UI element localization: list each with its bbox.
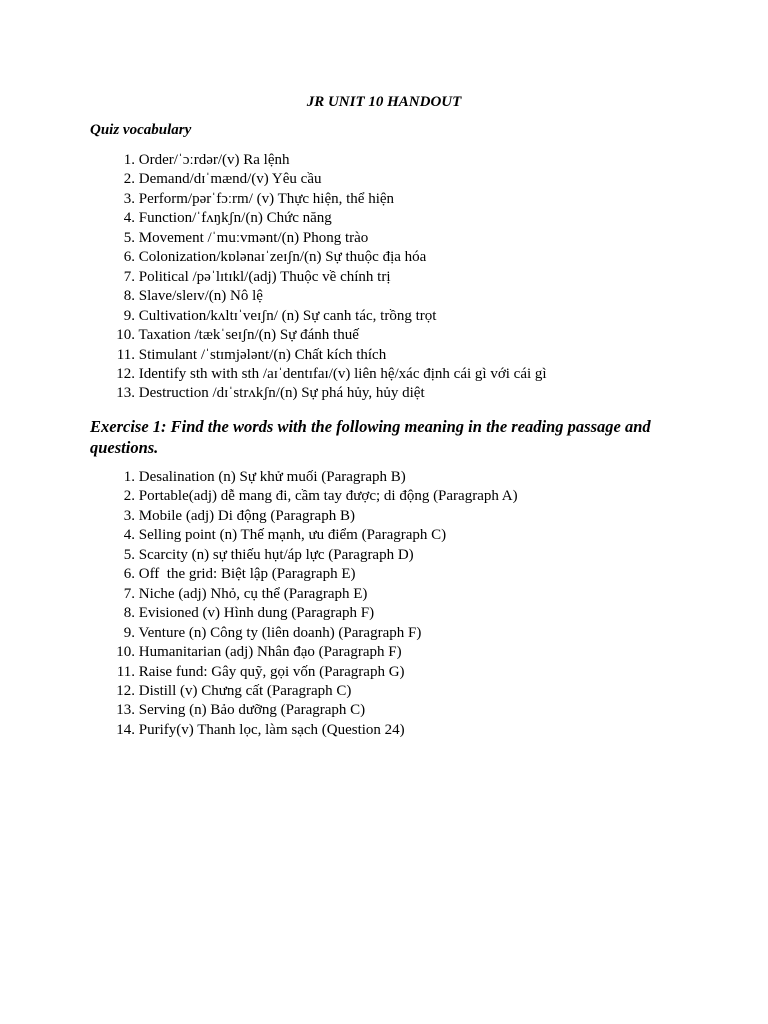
- list-item: [90, 487, 518, 506]
- item-number: 13.: [116, 702, 135, 719]
- item-number: 2.: [123, 488, 135, 505]
- item-number: 6.: [123, 249, 135, 266]
- item-number: 6.: [123, 566, 135, 583]
- item-text: Off the grid: Biệt lập (Paragraph E): [138, 566, 356, 583]
- item-number: 5.: [123, 229, 135, 246]
- list-item: [90, 346, 547, 365]
- list-item: [90, 663, 518, 682]
- list-item: [90, 287, 547, 306]
- list-item: [90, 682, 518, 701]
- list-item: [90, 604, 518, 623]
- item-text: Humanitarian (adj) Nhân đạo (Paragraph F): [138, 644, 402, 661]
- item-number: 10.: [116, 644, 135, 661]
- item-text: Movement /ˈmuːvmənt/(n) Phong trào: [138, 229, 369, 246]
- item-text: Slave/sleɪv/(n) Nô lệ: [138, 288, 263, 305]
- item-number: 1.: [123, 152, 135, 168]
- item-number: 11.: [116, 346, 135, 363]
- list-item: [90, 151, 547, 170]
- item-number: 8.: [123, 288, 135, 305]
- item-text: Evisioned (v) Hình dung (Paragraph F): [138, 605, 375, 622]
- item-text: Political /pəˈlɪtɪkl/(adj) Thuộc về chính trị: [138, 268, 391, 285]
- item-number: 14.: [116, 721, 135, 738]
- item-text: Mobile (adj) Di động (Paragraph B): [138, 507, 355, 524]
- list-item: [90, 507, 518, 526]
- item-number: 4.: [123, 210, 135, 227]
- exercise-list: [90, 468, 518, 740]
- item-text: Identify sth with sth /aɪˈdentɪfaɪ/(v) liên hệ/xác định cái gì với cái gì: [138, 365, 547, 382]
- list-item: [90, 546, 518, 565]
- list-item: [90, 190, 547, 209]
- section-heading-quiz-vocabulary: Quiz vocabulary: [90, 122, 192, 138]
- item-text: Order/ˈɔːrdər/(v) Ra lệnh: [138, 152, 290, 168]
- item-number: 4.: [123, 527, 135, 544]
- list-item: [90, 468, 518, 487]
- item-text: Purify(v) Thanh lọc, làm sạch (Question 24): [138, 721, 405, 738]
- list-item: [90, 643, 518, 662]
- item-text: Colonization/kɒlənaɪˈzeɪʃn/(n) Sự thuộc địa hóa: [138, 249, 427, 266]
- list-item: [90, 209, 547, 228]
- list-item: [90, 326, 547, 345]
- item-text: Venture (n) Công ty (liên doanh) (Paragraph F): [138, 624, 422, 641]
- item-number: 7.: [123, 268, 135, 285]
- list-item: [90, 307, 547, 326]
- item-number: 5.: [123, 546, 135, 563]
- item-text: Selling point (n) Thế mạnh, ưu điểm (Paragraph C): [138, 527, 447, 544]
- vocabulary-list: [90, 151, 547, 404]
- item-number: 10.: [116, 327, 135, 344]
- list-item: [90, 585, 518, 604]
- item-number: 3.: [123, 507, 135, 524]
- list-item: [90, 248, 547, 267]
- list-item: [90, 701, 518, 720]
- item-number: 7.: [123, 585, 135, 602]
- item-text: Perform/pərˈfɔːrm/ (v) Thực hiện, thể hiện: [138, 190, 395, 207]
- item-number: 12.: [116, 365, 135, 382]
- list-item: [90, 365, 547, 384]
- list-item: [90, 624, 518, 643]
- item-text: Desalination (n) Sự khử muối (Paragraph B): [138, 469, 406, 485]
- item-text: Cultivation/kʌltɪˈveɪʃn/ (n) Sự canh tác, trồng trọt: [138, 307, 437, 324]
- list-item: [90, 229, 547, 248]
- item-number: 3.: [123, 190, 135, 207]
- list-item: [90, 384, 547, 403]
- item-number: 12.: [116, 682, 135, 699]
- list-item: [90, 526, 518, 545]
- item-text: Function/ˈfʌŋkʃn/(n) Chức năng: [138, 210, 332, 227]
- item-text: Serving (n) Bảo dưỡng (Paragraph C): [138, 702, 366, 719]
- item-text: Scarcity (n) sự thiếu hụt/áp lực (Paragraph D): [138, 546, 414, 563]
- item-number: 8.: [123, 605, 135, 622]
- item-text: Demand/dɪˈmænd/(v) Yêu cầu: [138, 171, 322, 188]
- item-text: Niche (adj) Nhỏ, cụ thể (Paragraph E): [138, 585, 368, 602]
- item-number: 2.: [123, 171, 135, 188]
- list-item: [90, 721, 518, 740]
- exercise-heading: Exercise 1: Find the words with the following meaning in the reading passage and questions.: [90, 417, 651, 457]
- item-text: Destruction /dɪˈstrʌkʃn/(n) Sự phá hủy, hủy diệt: [138, 385, 425, 402]
- item-number: 9.: [123, 307, 135, 324]
- item-number: 1.: [123, 469, 135, 485]
- item-text: Taxation /tækˈseɪʃn/(n) Sự đánh thuế: [138, 327, 359, 344]
- list-item: [90, 268, 547, 287]
- page-title: JR UNIT 10 HANDOUT: [306, 94, 462, 110]
- item-text: Portable(adj) dễ mang đi, cầm tay được; di động (Paragraph A): [138, 488, 518, 505]
- item-number: 11.: [116, 663, 135, 680]
- item-number: 9.: [123, 624, 135, 641]
- list-item: [90, 565, 518, 584]
- list-item: [90, 170, 547, 189]
- item-text: Stimulant /ˈstɪmjələnt/(n) Chất kích thích: [138, 346, 387, 363]
- item-text: Distill (v) Chưng cất (Paragraph C): [138, 682, 352, 699]
- item-number: 13.: [116, 385, 135, 402]
- item-text: Raise fund: Gây quỹ, gọi vốn (Paragraph G): [138, 663, 405, 680]
